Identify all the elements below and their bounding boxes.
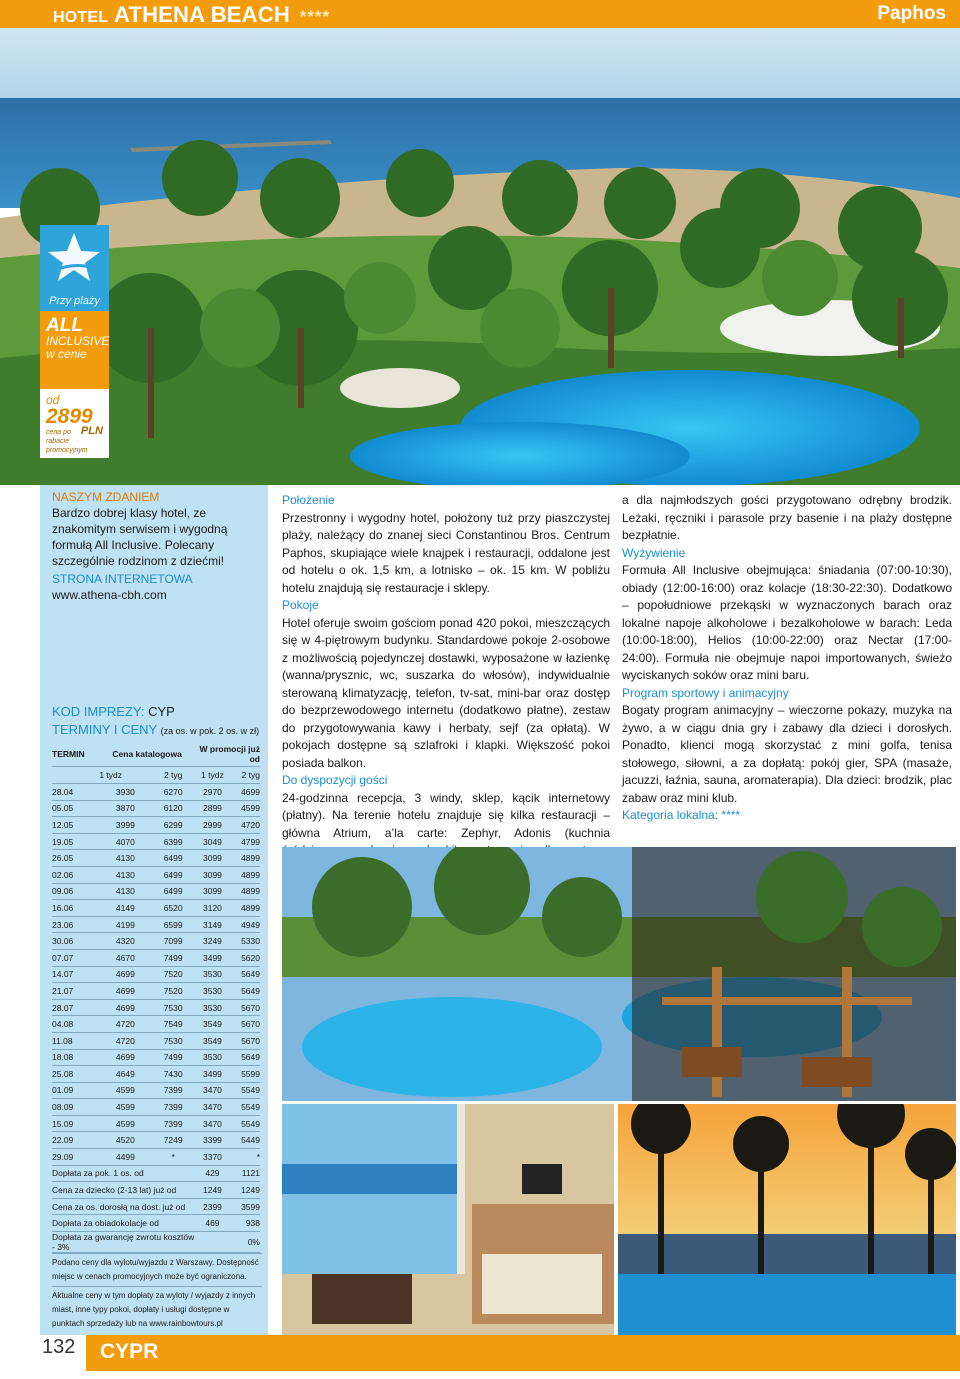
- price-cell: 6599: [151, 916, 195, 933]
- price-cell: 01.09: [52, 1082, 99, 1099]
- beach-star-icon: [40, 225, 109, 285]
- extra-label: Cena za os. dorosłą na dost. już od: [52, 1198, 195, 1215]
- price-cell: 19.05: [52, 833, 99, 850]
- hotel-title: [53, 2, 330, 28]
- all-inclusive-line1: ALL: [46, 315, 83, 336]
- price-cell: 7399: [151, 1099, 195, 1116]
- price-cell: 2899: [195, 800, 230, 817]
- food-heading: Wyżywienie: [622, 545, 686, 560]
- price-cell: 4899: [230, 850, 260, 867]
- extra-label: Dopłata za gwarancję zwrotu kosztów - 3%: [52, 1232, 195, 1253]
- description-column-right: [622, 492, 952, 825]
- all-inclusive-badge: [40, 311, 109, 389]
- price-cell: 3499: [195, 1066, 230, 1083]
- footer-bar: [86, 1335, 960, 1371]
- price-cell: 2970: [195, 784, 230, 801]
- price-cell: 5449: [230, 1132, 260, 1149]
- col-promo: W promocji już od: [195, 742, 260, 767]
- price-row: [52, 784, 260, 801]
- price-cell: 4520: [99, 1132, 151, 1149]
- price-cell: 05.05: [52, 800, 99, 817]
- price-cell: 3530: [195, 1049, 230, 1066]
- note-2: Aktualne ceny w tym dopłaty za wyloty / wyjazdy z innych miast, inne typy pokoi, dopłaty i usługi dostępne w punktach sprzedaży lub na www.rainbowtours.pl: [52, 1286, 262, 1333]
- price-cell: *: [230, 1149, 260, 1166]
- price-cell: 4699: [99, 1049, 151, 1066]
- price-row: [52, 817, 260, 834]
- kids-text: a dla najmłodszych gości przygotowano odrębny brodzik. Leżaki, ręczniki i parasole przy basenie i na plaży dostępne bezpłatnie.: [622, 493, 952, 542]
- price-cell: 4130: [99, 850, 151, 867]
- price-cell: 5649: [230, 983, 260, 1000]
- price-cell: 5549: [230, 1082, 260, 1099]
- price-cell: 3549: [195, 1032, 230, 1049]
- price-row: [52, 1082, 260, 1099]
- extra-value-2: 3599: [230, 1198, 260, 1215]
- price-row: [52, 949, 260, 966]
- price-cell: 3530: [195, 966, 230, 983]
- price-note-1: cena po: [46, 429, 71, 436]
- price-cell: 4599: [99, 1115, 151, 1132]
- room-photo: [282, 1104, 614, 1336]
- price-row: [52, 833, 260, 850]
- badge-strip: [40, 225, 109, 458]
- price-cell: *: [151, 1149, 195, 1166]
- price-cell: 3120: [195, 900, 230, 917]
- region-label: Paphos: [877, 3, 946, 24]
- price-cell: 29.09: [52, 1149, 99, 1166]
- price-notes: [52, 1253, 262, 1333]
- price-cell: 4699: [99, 999, 151, 1016]
- extra-value-1: 1249: [195, 1182, 230, 1199]
- price-cell: 5649: [230, 1049, 260, 1066]
- food-text: Formuła All Inclusive obejmująca: śniadania (07:00-10:30), obiady (12:00-16:00) oraz kolacje (18:30-22:30). Dodatkowo – popołudniowe przekąski w wyznaczonych barach oraz lokalne napoje alkoholowe i bezalkoholowe w barach: Leda (10:00-18:00), Helios (10:00-22:00) oraz Nectar (17:00-24:00). Formuła nie obejmuje napoi importowanych, świeżo wyciskanych soków oraz mini baru.: [622, 563, 952, 682]
- price-cell: 4699: [99, 966, 151, 983]
- price-cell: 23.06: [52, 916, 99, 933]
- rooms-heading: Pokoje: [282, 598, 319, 612]
- extra-row: [52, 1165, 260, 1182]
- beach-label: Przy plaży: [49, 295, 100, 307]
- price-note-2: rabacie promocyjnym: [46, 438, 88, 454]
- price-cell: 7399: [151, 1082, 195, 1099]
- terms-note: (za os. w pok. 2 os. w zł): [160, 726, 260, 736]
- price-cell: 7499: [151, 1049, 195, 1066]
- extra-value-2: 938: [230, 1215, 260, 1232]
- price-cell: 5549: [230, 1099, 260, 1116]
- price-cell: 3099: [195, 866, 230, 883]
- price-row: [52, 1099, 260, 1116]
- extra-label: Dopłata za pok. 1 os. od: [52, 1165, 195, 1182]
- price-cell: 11.08: [52, 1032, 99, 1049]
- price-cell: 3249: [195, 933, 230, 950]
- price-from: od: [46, 393, 60, 407]
- note-1: Podano ceny dla wylotu/wyjazdu z Warszawy. Dostępność miejsc w cenach promocyjnych może być ograniczona.: [52, 1253, 262, 1286]
- beach-badge: [40, 225, 109, 311]
- extra-value-1: 469: [195, 1215, 230, 1232]
- price-row: [52, 800, 260, 817]
- price-cell: 4149: [99, 900, 151, 917]
- price-cell: 6499: [151, 883, 195, 900]
- price-cell: 5649: [230, 966, 260, 983]
- price-cell: 28.04: [52, 784, 99, 801]
- price-subheader-row: [52, 767, 260, 784]
- price-cell: 4720: [230, 817, 260, 834]
- price-cell: 15.09: [52, 1115, 99, 1132]
- hotel-main-photo: [0, 28, 960, 485]
- price-cell: 30.06: [52, 933, 99, 950]
- sport-text: Bogaty program animacyjny – wieczorne pokazy, muzyka na żywo, a w ciągu dnia gry i zabawy dla dzieci i dorosłych. Ponadto, klienci mogą skorzystać z mini golfa, tenisa stołowego, siłowni, a za dopłatą: pokój gier, SPA (masaże, jacuzzi, łaźnia, sauna, aromaterapia). Dla dzieci: brodzik, plac zabaw oraz mini klub.: [622, 703, 952, 805]
- price-cell: 7530: [151, 999, 195, 1016]
- extra-row: [52, 1182, 260, 1199]
- subheader-cell: 2 tyg: [230, 767, 260, 784]
- price-cell: 4720: [99, 1032, 151, 1049]
- price-cell: 12.05: [52, 817, 99, 834]
- price-value: 2899: [46, 405, 93, 428]
- country-label: CYPR: [100, 1340, 159, 1363]
- extra-value-1: 2399: [195, 1198, 230, 1215]
- price-cell: 07.07: [52, 949, 99, 966]
- col-termin: TERMIN: [52, 742, 99, 767]
- price-row: [52, 999, 260, 1016]
- price-cell: 7520: [151, 983, 195, 1000]
- price-cell: 26.05: [52, 850, 99, 867]
- price-cell: 4070: [99, 833, 151, 850]
- sunset-pool-photo: [618, 1104, 956, 1336]
- price-cell: 7399: [151, 1115, 195, 1132]
- price-cell: 6520: [151, 900, 195, 917]
- price-row: [52, 1066, 260, 1083]
- price-cell: 3470: [195, 1115, 230, 1132]
- price-cell: 3499: [195, 949, 230, 966]
- price-cell: 4199: [99, 916, 151, 933]
- extra-value-1: [195, 1232, 230, 1253]
- subheader-cell: 1 tydz: [195, 767, 230, 784]
- price-cell: 18.08: [52, 1049, 99, 1066]
- price-cell: 3399: [195, 1132, 230, 1149]
- price-cell: 3930: [99, 784, 151, 801]
- price-cell: 7549: [151, 1016, 195, 1033]
- price-cell: 5330: [230, 933, 260, 950]
- price-cell: 3370: [195, 1149, 230, 1166]
- price-row: [52, 866, 260, 883]
- price-cell: 6120: [151, 800, 195, 817]
- rooms-text: Hotel oferuje swoim gościom ponad 420 pokoi, mieszczących się w 4-piętrowym budynku. Standardowe pokoje 2-osobowe z możliwością pojedynczej dostawki, wyposażone w łazienkę (wanna/prysznic, wc, suszarka do włosów), indywidualnie sterowaną klimatyzację, telefon, tv-sat, mini-bar oraz dostęp do bezprzewodowego internetu (dodatkowo płatne), zestaw do przygotowywania kawy i herbaty, sejf (za opłatą). W pokojach dostępne są szlafroki i klapki. Większość pokoi posiada balkon.: [282, 615, 610, 770]
- all-inclusive-line2: INCLUSIVE: [46, 334, 110, 348]
- price-cell: 14.07: [52, 966, 99, 983]
- price-row: [52, 883, 260, 900]
- subheader-cell: 2 tyg: [151, 767, 195, 784]
- price-cell: 4899: [230, 883, 260, 900]
- col-catalog: Cena katalogowa: [99, 742, 195, 767]
- price-cell: 5670: [230, 999, 260, 1016]
- price-badge: [40, 389, 109, 458]
- extra-value-2: 0%: [230, 1232, 260, 1253]
- price-cell: 6399: [151, 833, 195, 850]
- price-cell: 3549: [195, 1016, 230, 1033]
- price-row: [52, 966, 260, 983]
- price-cell: 4699: [230, 784, 260, 801]
- price-cell: 4320: [99, 933, 151, 950]
- price-cell: 04.08: [52, 1016, 99, 1033]
- hotel-prefix: HOTEL: [53, 9, 109, 26]
- price-cell: 4899: [230, 866, 260, 883]
- opinion-text: Bardzo dobrej klasy hotel, ze znakomitym serwisem i wygodną formułą All Inclusive. Polecany szczególnie rodzinom z dziećmi!: [52, 506, 228, 568]
- price-row: [52, 1032, 260, 1049]
- extra-row: [52, 1198, 260, 1215]
- hotel-name: ATHENA BEACH: [113, 2, 290, 27]
- price-cell: 2999: [195, 817, 230, 834]
- price-cell: 22.09: [52, 1132, 99, 1149]
- price-cell: 3149: [195, 916, 230, 933]
- all-inclusive-line3: w cenie: [46, 347, 87, 361]
- price-cell: 7499: [151, 949, 195, 966]
- price-row: [52, 900, 260, 917]
- price-cell: 4899: [230, 900, 260, 917]
- price-cell: 3049: [195, 833, 230, 850]
- price-cell: 7430: [151, 1066, 195, 1083]
- extra-label: Cena za dziecko (2-13 lat) już od: [52, 1182, 195, 1199]
- price-cell: 3999: [99, 817, 151, 834]
- extra-value-1: 429: [195, 1165, 230, 1182]
- price-cell: 4130: [99, 883, 151, 900]
- price-cell: 09.06: [52, 883, 99, 900]
- price-cell: 4699: [99, 983, 151, 1000]
- website-url[interactable]: www.athena-cbh.com: [52, 588, 167, 602]
- price-row: [52, 916, 260, 933]
- price-currency: PLN: [80, 425, 103, 437]
- website-label: STRONA INTERNETOWA: [52, 572, 193, 586]
- code-value: CYP: [148, 704, 175, 719]
- price-cell: 7530: [151, 1032, 195, 1049]
- extra-value-2: 1249: [230, 1182, 260, 1199]
- price-cell: 4949: [230, 916, 260, 933]
- price-cell: 5670: [230, 1016, 260, 1033]
- price-cell: 3530: [195, 983, 230, 1000]
- category-label: Kategoria lokalna: ****: [622, 808, 741, 822]
- price-row: [52, 1049, 260, 1066]
- price-cell: 4130: [99, 866, 151, 883]
- page-number: 132: [42, 1336, 76, 1358]
- pool-photo: [282, 847, 956, 1101]
- code-line: [52, 703, 268, 721]
- price-cell: 7099: [151, 933, 195, 950]
- price-cell: 3530: [195, 999, 230, 1016]
- price-cell: 3470: [195, 1099, 230, 1116]
- price-cell: 6299: [151, 817, 195, 834]
- price-cell: 28.07: [52, 999, 99, 1016]
- price-cell: 21.07: [52, 983, 99, 1000]
- terms-label: TERMINY I CENY: [52, 722, 157, 737]
- price-cell: 5549: [230, 1115, 260, 1132]
- price-cell: 7249: [151, 1132, 195, 1149]
- price-row: [52, 1149, 260, 1166]
- page-header: [0, 0, 960, 28]
- price-row: [52, 933, 260, 950]
- price-cell: 3099: [195, 850, 230, 867]
- price-row: [52, 1115, 260, 1132]
- price-cell: 08.09: [52, 1099, 99, 1116]
- price-cell: 02.06: [52, 866, 99, 883]
- price-cell: 3470: [195, 1082, 230, 1099]
- price-cell: 25.08: [52, 1066, 99, 1083]
- price-cell: 3870: [99, 800, 151, 817]
- extra-value-2: 1121: [230, 1165, 260, 1182]
- price-cell: 5599: [230, 1066, 260, 1083]
- extra-row: [52, 1215, 260, 1232]
- price-row: [52, 983, 260, 1000]
- location-text: Przestronny i wygodny hotel, położony tuż przy piaszczystej plaży, należący do znanej sieci Constantinou Bros. Centrum Paphos, skupiające wiele knajpek i restauracji, oddalone jest od hotelu o ok. 1,5 km, a lotnisko – ok. 15 km. W pobliżu hotelu znajdują się restauracje i sklepy.: [282, 510, 610, 595]
- price-cell: 6499: [151, 866, 195, 883]
- price-row: [52, 850, 260, 867]
- extra-label: Dopłata za obiadokolacje od: [52, 1215, 195, 1232]
- price-cell: 5670: [230, 1032, 260, 1049]
- price-cell: 4599: [99, 1099, 151, 1116]
- price-cell: 16.06: [52, 900, 99, 917]
- price-row: [52, 1132, 260, 1149]
- price-cell: 6270: [151, 784, 195, 801]
- opinion-heading: NASZYM ZDANIEM: [52, 490, 160, 504]
- price-cell: 5620: [230, 949, 260, 966]
- price-cell: 4799: [230, 833, 260, 850]
- price-table: [52, 742, 260, 1253]
- price-cell: 4599: [230, 800, 260, 817]
- code-label: KOD IMPREZY:: [52, 704, 145, 719]
- subheader-cell: 1 tydz: [99, 767, 151, 784]
- terms-line: [52, 721, 268, 740]
- price-cell: 4670: [99, 949, 151, 966]
- price-cell: 4499: [99, 1149, 151, 1166]
- price-cell: 7520: [151, 966, 195, 983]
- price-cell: 4599: [99, 1082, 151, 1099]
- price-cell: 3099: [195, 883, 230, 900]
- price-cell: 6499: [151, 850, 195, 867]
- extra-row: [52, 1232, 260, 1253]
- price-cell: 4649: [99, 1066, 151, 1083]
- services-heading: Do dyspozycji gości: [282, 773, 388, 787]
- sport-heading: Program sportowy i animacyjny: [622, 685, 789, 700]
- services-text: 24-godzinna recepcja, 3 windy, sklep, kącik internetowy (płatny). Na terenie hotelu znajduje się kilka restauracji – główna Atrium, a’la carte: Zephyr, Adonis (kuchnia: [282, 790, 610, 840]
- location-heading: Położenie: [282, 493, 335, 507]
- left-info-panel: [40, 485, 268, 1335]
- price-row: [52, 1016, 260, 1033]
- hotel-stars: ****: [299, 7, 331, 26]
- price-cell: 4720: [99, 1016, 151, 1033]
